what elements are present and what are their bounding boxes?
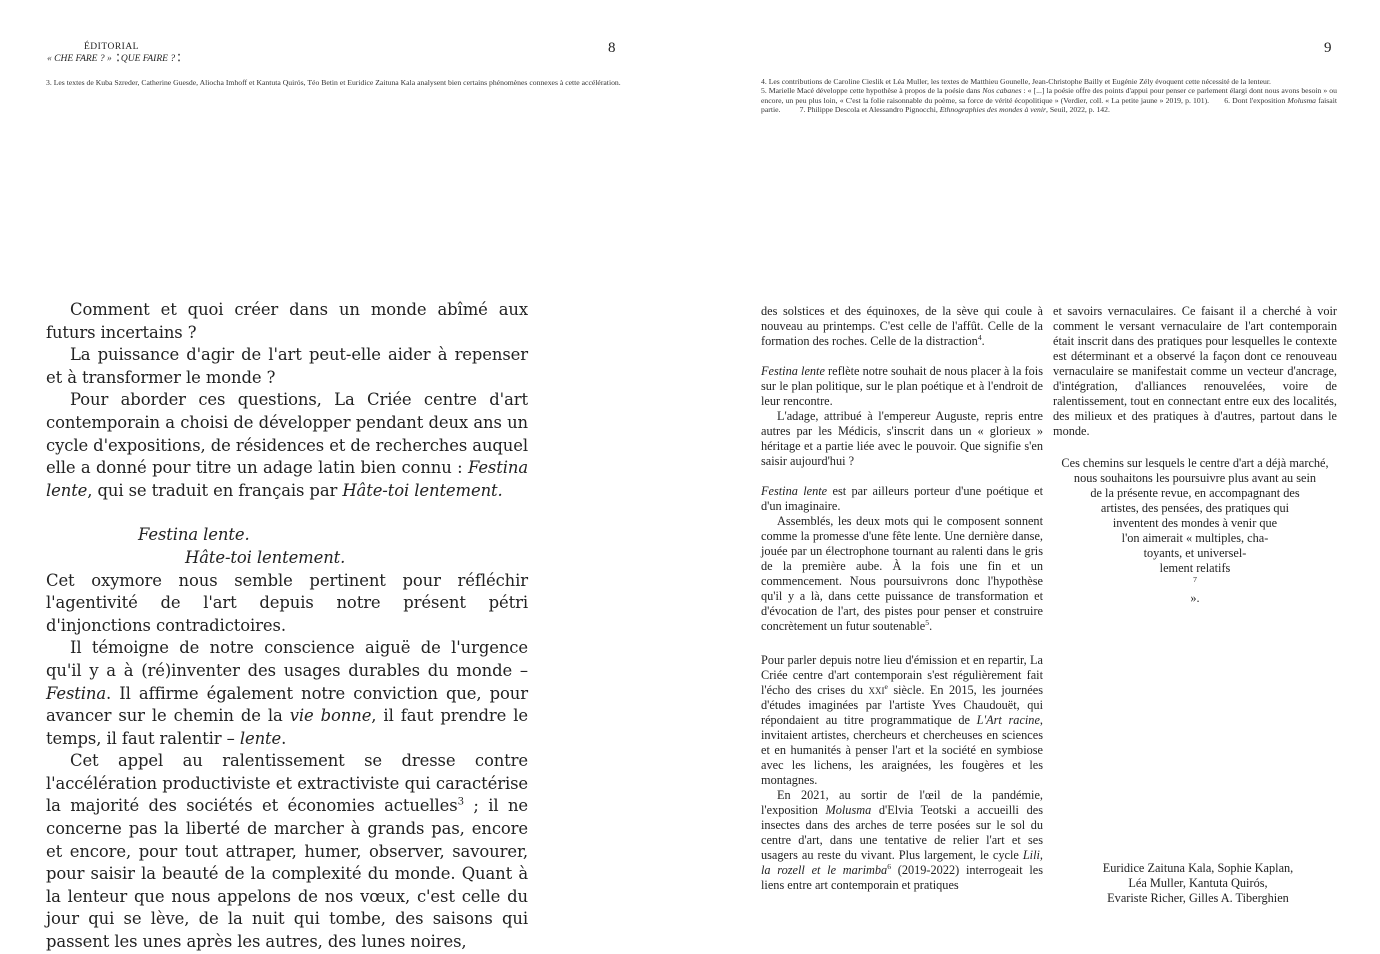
paragraph-ralentissement: Cet appel au ralentissement se dresse contre l'accélération productiviste et extractiviste qui caractérise la majorité des sociétés et économies actuelles$^3$ ; il ne concerne pas la liberté de marcher à grands pas, encore et encore, pour tout attraper, humer, observer, savourer, pour saisir la beauté de la complexité du monde. Quant à la lenteur que nous appelons de nos vœux, c'est celle du jour qui se lève, de la nuit qui tombe, des saisons qui passent les unes après les autres, des lunes noires, xyxy=(46,751,529,952)
section-title: ÉDITORIAL xyxy=(84,42,139,52)
footnote-5-7: 5. Marielle Macé développe cette hypothèse à propos de la poésie dans Nos cabanes : « [...] la poésie offre des points d'appui pour penser ce parlement élargi dont nous avons besoin » ou encore, un peu plus loin, « C'est la folie raisonnable du poème, sa force de vérité écopolitique » (Verdier, coll. « La petite jaune » 2019, p. 101). 6. Dont l'exposition Molusma faisait partie. 7. Philippe Descola et Alessandro Pignocchi, Ethnographies des mondes à venir, Seuil, 2022, p. 142. xyxy=(761,86,1337,114)
paragraph-politique: Festina lente reflète notre souhait de nous placer à la fois sur le plan politique, sur le plan poétique et à l'endroit de leur rencontre. xyxy=(761,364,1043,408)
tagline-french: QUE FAIRE ? xyxy=(120,54,176,64)
right-column-a xyxy=(761,304,1043,893)
footnote-3: 3. Les textes de Kuba Szreder, Catherine Guesde, Aliocha Imhoff et Kantuta Quirós, Téo Betin et Euridice Zaituna Kala analysent bien certains phénomènes connexes à cette accélération. xyxy=(46,78,621,87)
paragraph-fete-lente: Assemblés, les deux mots qui le composent sonnent comme la promesse d'une fête lente. Une dernière danse, jouée par un électrophone tournant au ralenti dans le gris de la première aube. À la fois une fin et un commencement. Nous poursuivrons donc l'hypothèse qu'il y a là, dans cette puissance de transformation et d'évocation de l'art, des pistes pour penser et construire concrètement un futur soutenable$^5$. xyxy=(761,514,1043,633)
paragraph-urgence: Il témoigne de notre conscience aiguë de l'urgence qu'il y a à (ré)inventer des usages durables du monde – Festina. Il affirme également notre conviction que, pour avancer sur le chemin de la vie bonne, il faut prendre le temps, il faut ralentir – lente. xyxy=(46,638,528,748)
paragraph-lieu-emission: Pour parler depuis notre lieu d'émission et en repartir, La Criée centre d'art contemporain s'est régulièrement fait l'écho des crises du xxi$^e$ siècle. En 2015, les journées d'études imaginées par l'artiste Yves Chaudouët, qui répondaient au titre programmatique de L'Art racine, invitaient artistes, chercheurs et chercheuses en sciences et en humanités à penser l'art et la société en symbiose avec les lichens, les araignées, les fougères et les montagnes. xyxy=(761,653,1043,787)
signature: Euridice Zaituna Kala, Sophie Kaplan, Léa Muller, Kantuta Quirós, Evariste Richer, Gilles A. Tiberghien xyxy=(1102,861,1294,905)
left-page-number: 8 xyxy=(608,40,616,56)
paragraph-molusma: En 2021, au sortir de l'œil de la pandémie, l'exposition Molusma d'Elvia Teotski a accueilli des insectes dans des arches de terre posées sur le sol du centre d'art, dans une tentative de relier l'art et ses usagers au reste du vivant. Plus largement, le cycle Lili, la rozell et le marimba$^6$ (2019-2022) interrogeait les liens entre art contemporain et pratiques xyxy=(761,788,1044,892)
left-main-text xyxy=(46,299,528,954)
section-tagline xyxy=(47,53,180,64)
paragraph-solstices: des solstices et des équinoxes, de la sève qui coule à nouveau au printemps. C'est celle de l'affût. Celle de la formation des roches. Celle de la distraction$^4$. xyxy=(761,304,1043,348)
paragraph-poetique: Festina lente est par ailleurs porteur d'une poétique et d'un imaginaire. xyxy=(761,484,1044,513)
closing-paragraph: Ces chemins sur lesquels le centre d'art a déjà marché, nous souhaitons les poursuivre plus avant au sein de la présente revue, en accompagnant des artistes, des pensées, des pratiques qui inventent des mondes à venir que l'on aimerait « multiples, cha- toyants, et universel- lement relatifs $^7$ ». xyxy=(1061,456,1329,605)
paragraph-vernaculaire: et savoirs vernaculaires. Ce faisant il a cherché à voir comment le versant vernaculaire de l'art contemporain était inscrit dans des pratiques pour lesquelles le contexte est déterminant et a observé la façon dont ce renouveau vernaculaire se manifestait comme un vecteur d'ancrage, d'intégration, d'alliances renouvelées, voire de ralentissement, tout en connectant entre eux des localités, des milieux et des pratiques à d'autres, partout dans le monde. xyxy=(1053,304,1337,438)
question-1: Comment et quoi créer dans un monde abîmé aux futurs incertains ? xyxy=(46,300,528,342)
punctuation-ornament-icon: ⁚ xyxy=(177,54,180,64)
right-column-b xyxy=(1053,304,1337,439)
footnote-4: 4. Les contributions de Caroline Cieslik et Léa Muller, les textes de Matthieu Gounelle, Jean-Christophe Bailly et Eugénie Zély évoquent cette nécessité de la lenteur. xyxy=(761,77,1271,86)
footnotes-right xyxy=(761,77,1337,114)
paragraph-oxymore: Cet oxymore nous semble pertinent pour réfléchir l'agentivité de l'art depuis notre présent pétri d'injonctions contradictoires. xyxy=(46,570,528,635)
punctuation-ornament-icon: ⁚ xyxy=(116,54,119,64)
latin-adage: Festina lente. xyxy=(138,525,250,545)
question-2: La puissance d'agir de l'art peut-elle aider à repenser et à transformer le monde ? xyxy=(46,345,528,387)
paragraph-intro: Pour aborder ces questions, La Criée centre d'art contemporain a choisi de développer pendant deux ans un cycle d'expositions, de résidences et de recherches auquel elle a donné pour titre un adage latin bien connu : Festina lente, qui se traduit en français par Hâte-toi lentement. xyxy=(46,390,528,500)
tagline-italian: « CHE FARE ? » xyxy=(47,54,112,64)
paragraph-adage: L'adage, attribué à l'empereur Auguste, repris entre autres par les Médicis, s'inscrit dans un « glorieux » héritage et a partie liée avec le pouvoir. Que signifie s'en saisir aujourd'hui ? xyxy=(761,409,1043,468)
right-page-number: 9 xyxy=(1324,40,1332,56)
latin-translation: Hâte-toi lentement. xyxy=(185,547,346,567)
